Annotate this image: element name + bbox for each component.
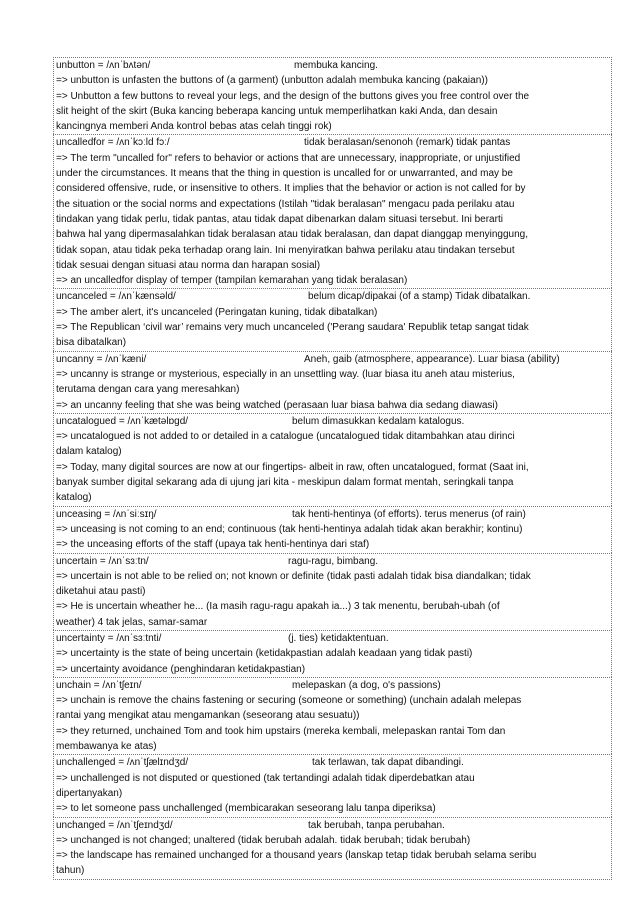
dictionary-entry <box>53 506 612 553</box>
entry-meaning: Aneh, gaib (atmosphere, appearance). Luar biasa (ability) <box>304 353 560 365</box>
entry-text-line: => The term "uncalled for" refers to behavior or actions that are unnecessary, inappropriate, or unjustified <box>56 152 521 164</box>
entry-text-line: => unchanged is not changed; unaltered (tidak berubah adalah. tidak berubah; tidak berubah) <box>56 834 471 846</box>
entry-text-line: => The Republican ‘civil war’ remains very much uncanceled ('Perang saudara' Republik tetap sangat tidak <box>56 322 529 334</box>
entry-meaning: belum dimasukkan kedalam katalogus. <box>292 415 465 427</box>
entry-term: unchallenged = /ʌnˈtʃælɪndʒd/ <box>56 757 189 769</box>
dictionary-entry <box>53 351 612 413</box>
entry-text-line: weather) 4 tak jelas, samar-samar <box>56 616 208 628</box>
entry-text-line: rantai yang mengikat atau mengamankan (seseorang atau sesuatu)) <box>56 710 360 722</box>
entry-headline <box>54 58 611 73</box>
dictionary-entry <box>53 553 612 630</box>
entry-headline <box>54 352 611 367</box>
entry-meaning: tidak beralasan/senonoh (remark) tidak pantas <box>304 137 511 149</box>
entry-text-line: => unceasing is not coming to an end; continuous (tak henti-hentinya adalah tidak akan berakhir; kontinu) <box>56 523 523 535</box>
entry-term: unchanged = /ʌnˈtʃeɪndʒd/ <box>56 819 173 831</box>
entry-text-line: tidak sesuai dengan situasi atau norma dan harapan sosial) <box>56 259 321 271</box>
entry-term: uncalledfor = /ʌnˈkɔːld fɔː/ <box>56 137 170 149</box>
dictionary-entry <box>53 57 612 134</box>
entry-text-line: => the landscape has remained unchanged for a thousand years (lanskap tetap tidak berubah selama seribu <box>56 850 537 862</box>
entry-meaning: ragu-ragu, bimbang. <box>288 555 379 567</box>
entry-text-line: => unbutton is unfasten the buttons of (a garment) (unbutton adalah membuka kancing (pakaian)) <box>56 75 488 87</box>
entry-term: uncanceled = /ʌnˈkænsəld/ <box>56 291 176 303</box>
entry-text-line: tidak sopan, atau tidak peka terhadap orang lain. Ini menyiratkan bahwa perilaku atau tindakan tersebut <box>56 244 515 256</box>
entry-text-line: => uncertain is not able to be relied on; not known or definite (tidak pasti adalah tidak bisa diandalkan; tidak <box>56 570 531 582</box>
entry-text-line: dalam katalog) <box>56 446 122 458</box>
entry-headline <box>54 414 611 429</box>
entry-headline <box>54 631 611 646</box>
entry-text-line: dipertanyakan) <box>56 787 123 799</box>
entry-text-line: under the circumstances. It means that the thing in question is uncalled for or unwarranted, and may be <box>56 168 513 180</box>
entry-text-line: => He is uncertain wheather he... (Ia masih ragu-ragu apakah ia...) 3 tak menentu, berubah-ubah (of <box>56 601 500 613</box>
entry-meaning: membuka kancing. <box>294 60 378 71</box>
entry-text-line: katalog) <box>56 492 92 504</box>
entry-headline <box>54 289 611 304</box>
entry-text-line: membawanya ke atas) <box>56 741 157 753</box>
entry-text-line: the situation or the social norms and expectations (Istilah "tidak beralasan" mengacu pada perilaku atau <box>56 198 515 210</box>
entry-headline <box>54 818 611 833</box>
dictionary-entry <box>53 754 612 816</box>
entry-text-line: diketahui atau pasti) <box>56 586 146 598</box>
entry-term: unchain = /ʌnˈtʃeɪn/ <box>56 679 142 691</box>
entry-meaning: tak terlawan, tak dapat dibandingi. <box>312 757 464 769</box>
entry-text-line: => The amber alert, it's uncanceled (Peringatan kuning, tidak dibatalkan) <box>56 306 378 318</box>
entry-headline <box>54 554 611 569</box>
entry-term: unbutton = /ʌnˈbʌtən/ <box>56 60 151 71</box>
dictionary-entry <box>53 630 612 677</box>
entry-text-line: => the unceasing efforts of the staff (upaya tak henti-hentinya dari staf) <box>56 539 370 551</box>
entry-text-line: => uncanny is strange or mysterious, especially in an unsettling way. (luar biasa itu aneh atau misterius, <box>56 368 515 380</box>
dictionary-entry <box>53 817 612 880</box>
entry-text-line: => Unbutton a few buttons to reveal your legs, and the design of the buttons gives you free control over the <box>56 90 530 102</box>
entry-text-line: terutama dengan cara yang meresahkan) <box>56 384 240 396</box>
entry-text-line: bahwa hal yang dipermasalahkan tidak beralasan atau tidak beralasan, dan dapat dianggap menyinggung, <box>56 229 529 241</box>
entry-text-line: kancingnya memberi Anda kontrol bebas atas celah tinggi rok) <box>56 121 332 133</box>
entry-text-line: => uncertainty avoidance (penghindaran ketidakpastian) <box>56 663 306 675</box>
entry-meaning: belum dicap/dipakai (of a stamp) Tidak dibatalkan. <box>308 291 531 303</box>
dictionary-entry <box>53 288 612 350</box>
entry-text-line: considered offensive, rude, or insensitive to others. It implies that the behavior or action is not called for by <box>56 183 526 195</box>
entry-term: uncertainty = /ʌnˈsɜːtnti/ <box>56 632 162 644</box>
entry-text-line: bisa dibatalkan) <box>56 337 127 349</box>
entry-headline <box>54 135 611 150</box>
entry-text-line: => Today, many digital sources are now at our fingertips- albeit in raw, often uncatalogued, format (Saat ini, <box>56 461 529 473</box>
entry-text-line: slit height of the skirt (Buka kancing beberapa kancing untuk memperlihatkan kaki Anda, dan desain <box>56 105 498 117</box>
entry-meaning: tak henti-hentinya (of efforts). terus menerus (of rain) <box>292 508 526 520</box>
entry-text-line: banyak sumber digital sekarang ada di ujung jari kita - meskipun dalam format mentah, seringkali tanpa <box>56 477 514 489</box>
entry-meaning: (j. ties) ketidaktentuan. <box>288 632 389 644</box>
entry-term: uncatalogued = /ʌnˈkætəlɒgd/ <box>56 415 189 427</box>
entry-headline <box>54 755 611 770</box>
entry-text-line: => they returned, unchained Tom and took him upstairs (mereka kembali, melepaskan rantai Tom dan <box>56 725 506 737</box>
entry-text-line: => to let someone pass unchallenged (membicarakan seseorang lalu tanpa diperiksa) <box>56 803 436 815</box>
entry-meaning: tak berubah, tanpa perubahan. <box>308 819 445 831</box>
entry-meaning: melepaskan (a dog, o's passions) <box>292 679 441 691</box>
entry-text-line: => an uncalledfor display of temper (tampilan kemarahan yang tidak beralasan) <box>56 275 408 287</box>
dictionary-document <box>53 57 612 880</box>
dictionary-entry <box>53 677 612 754</box>
entry-text-line: tahun) <box>56 865 85 877</box>
entry-term: uncanny = /ʌnˈkæni/ <box>56 353 147 365</box>
entry-term: unceasing = /ʌnˈsiːsɪŋ/ <box>56 508 157 520</box>
entry-text-line: => unchain is remove the chains fastening or securing (someone or something) (unchain adalah melepas <box>56 695 522 707</box>
dictionary-entry <box>53 134 612 288</box>
entry-headline <box>54 678 611 693</box>
entry-text-line: => unchallenged is not disputed or questioned (tak tertandingi adalah tidak diperdebatkan atau <box>56 772 475 784</box>
entry-headline <box>54 507 611 522</box>
entry-text-line: => uncertainty is the state of being uncertain (ketidakpastian adalah keadaan yang tidak pasti) <box>56 648 473 660</box>
dictionary-entry <box>53 413 612 506</box>
entry-text-line: => uncatalogued is not added to or detailed in a catalogue (uncatalogued tidak ditambahkan atau dirinci <box>56 431 515 443</box>
entry-text-line: tindakan yang tidak perlu, tidak pantas, atau tidak dapat dibenarkan dalam situasi tersebut. Ini berarti <box>56 213 503 225</box>
entry-text-line: => an uncanny feeling that she was being watched (perasaan luar biasa bahwa dia sedang diawasi) <box>56 399 498 411</box>
entry-term: uncertain = /ʌnˈsɜːtn/ <box>56 555 149 567</box>
